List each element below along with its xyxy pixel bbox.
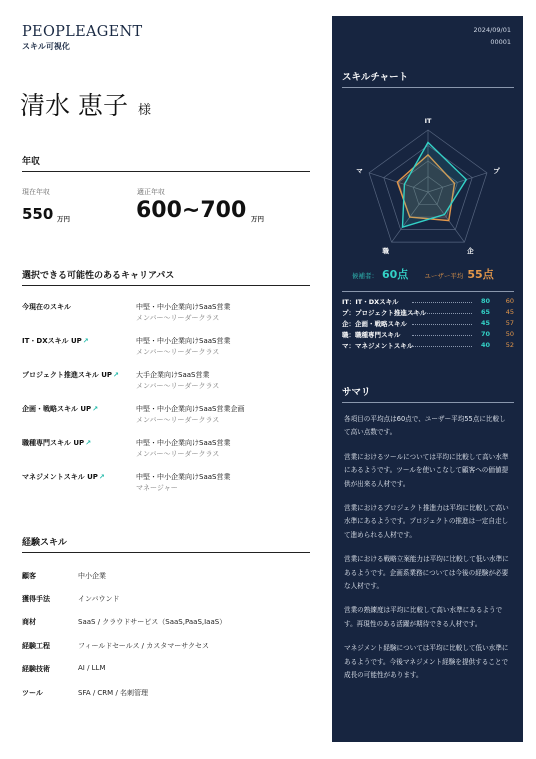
candidate-score-label: 候補者： xyxy=(352,272,378,280)
divider xyxy=(22,285,310,286)
current-salary-unit: 万円 xyxy=(57,215,70,223)
career-label: 企画・戦略スキル UP↗ xyxy=(22,405,99,413)
career-label: プロジェクト推進スキル UP↗ xyxy=(22,371,119,379)
brand-logo: PEOPLEAGENT xyxy=(22,24,143,40)
experience-title: 経験スキル xyxy=(22,538,67,548)
brand-subtitle: スキル可視化 xyxy=(22,42,70,51)
experience-row xyxy=(22,617,312,631)
experience-row xyxy=(22,688,312,702)
skill-average: 52 xyxy=(505,341,514,349)
skill-score-row xyxy=(342,330,514,340)
experience-label: 経験工程 xyxy=(22,642,50,650)
radar-axis-label: 企 xyxy=(467,247,474,256)
skill-name: IT：IT・DXスキル xyxy=(342,298,399,306)
career-row xyxy=(22,404,312,434)
skill-value: 40 xyxy=(480,341,490,349)
experience-value: SaaS / クラウドサービス（SaaS,PaaS,IaaS） xyxy=(78,618,227,626)
summary-paragraph: 営業における戦略立案能力は平均に比較して低い水準にあるようです。企画系業務については今後の経験が必要な人材です。 xyxy=(344,555,509,591)
candidate-score-value: 60点 xyxy=(382,268,409,281)
experience-label: 顧客 xyxy=(22,572,36,580)
score-summary xyxy=(352,266,512,282)
candidate-name: 清水 恵子 xyxy=(20,91,128,120)
divider xyxy=(22,552,310,553)
career-row xyxy=(22,302,312,332)
radar-series-candidate xyxy=(402,142,466,227)
current-salary-value: 550 xyxy=(22,205,54,223)
career-label: IT・DXスキル UP↗ xyxy=(22,337,89,345)
experience-value: インバウンド xyxy=(78,595,120,603)
radar-axis-label: プ xyxy=(493,166,500,175)
skill-name: プ：プロジェクト推進スキル xyxy=(342,309,427,317)
experience-label: 商材 xyxy=(22,618,36,626)
arrow-up-right-icon: ↗ xyxy=(92,405,99,413)
report-date: 2024/09/01 xyxy=(473,26,511,34)
experience-row xyxy=(22,664,312,678)
skill-average: 45 xyxy=(505,308,514,316)
average-score-label: ユーザー平均 xyxy=(424,272,464,280)
skill-name: 職：職種専門スキル xyxy=(342,331,401,339)
career-row xyxy=(22,336,312,366)
career-level: メンバー〜リーダークラス xyxy=(136,450,220,458)
experience-row xyxy=(22,641,312,655)
salary-title: 年収 xyxy=(22,157,41,167)
skill-radar-chart xyxy=(342,108,514,262)
average-score-value: 55点 xyxy=(467,268,494,281)
divider xyxy=(342,87,514,88)
summary-title: サマリ xyxy=(342,387,371,398)
summary-paragraph: 営業におけるプロジェクト推進力は平均に比較して高い水準にあるようです。プロジェクトの推進は一定自走して進められる人材です。 xyxy=(344,504,509,539)
divider xyxy=(342,402,514,403)
radar-axis-label: 職 xyxy=(382,247,389,256)
skill-panel xyxy=(332,16,523,742)
career-level: メンバー〜リーダークラス xyxy=(136,416,220,424)
experience-label: ツール xyxy=(22,689,43,697)
career-level: マネージャー xyxy=(136,484,178,492)
skill-average: 60 xyxy=(505,297,514,305)
skill-value: 65 xyxy=(480,308,490,316)
experience-row xyxy=(22,571,312,585)
dotted-leader xyxy=(412,313,472,314)
skill-average: 57 xyxy=(505,319,514,327)
skill-value: 70 xyxy=(480,330,490,338)
radar-axis-label: マ xyxy=(356,166,363,175)
skill-average: 50 xyxy=(505,330,514,338)
career-role: 大手企業向けSaaS営業 xyxy=(136,371,210,379)
dotted-leader xyxy=(412,302,472,303)
skill-score-row xyxy=(342,319,514,329)
skill-score-row xyxy=(342,308,514,318)
career-row xyxy=(22,370,312,400)
skill-name: マ：マネジメントスキル xyxy=(342,342,414,350)
skill-score-row xyxy=(342,297,514,307)
arrow-up-right-icon: ↗ xyxy=(113,371,119,379)
career-label: 職種専門スキル UP↗ xyxy=(22,439,92,447)
divider xyxy=(22,171,310,172)
experience-value: フィールドセールス / カスタマーサクセス xyxy=(78,642,209,650)
arrow-up-right-icon: ↗ xyxy=(98,473,105,481)
career-role: 中堅・中小企業向けSaaS営業 xyxy=(136,473,231,481)
experience-value: AI / LLM xyxy=(78,664,106,672)
divider xyxy=(342,291,514,292)
career-level: メンバー〜リーダークラス xyxy=(136,348,220,356)
skill-value: 45 xyxy=(480,319,490,327)
career-row xyxy=(22,438,312,468)
appropriate-salary-label: 適正年収 xyxy=(137,188,165,196)
summary-paragraph: マネジメント経験については平均に比較して低い水準にあるようです。今後マネジメント経験を提供することで成長の可能性があります。 xyxy=(344,644,509,680)
summary-paragraph: 各項目の平均点は60点で、ユーザー平均55点に比較して高い点数です。 xyxy=(344,415,506,437)
dotted-leader xyxy=(412,346,472,347)
career-level: メンバー〜リーダークラス xyxy=(136,382,220,390)
skill-value: 80 xyxy=(480,297,490,305)
candidate-name-row xyxy=(20,86,151,122)
current-salary-label: 現在年収 xyxy=(22,188,50,196)
summary-paragraph: 営業におけるツールについては平均に比較して高い水準にあるようです。ツールを使いこなして顧客への価値提供が出来る人材です。 xyxy=(344,452,509,488)
career-label: マネジメントスキル UP↗ xyxy=(22,473,105,481)
experience-value: SFA / CRM / 名刺管理 xyxy=(78,689,149,697)
career-role: 中堅・中小企業向けSaaS営業企画 xyxy=(136,405,245,413)
career-role: 中堅・中小企業向けSaaS営業 xyxy=(136,303,231,311)
experience-label: 経験技術 xyxy=(22,665,50,673)
report-number: 00001 xyxy=(490,38,511,46)
career-title: 選択できる可能性のあるキャリアパス xyxy=(22,271,175,281)
radar-axis-label: IT xyxy=(424,117,432,125)
appropriate-salary-unit: 万円 xyxy=(251,215,264,223)
career-role: 中堅・中小企業向けSaaS営業 xyxy=(136,337,231,345)
skill-chart-title: スキルチャート xyxy=(342,72,409,83)
experience-row xyxy=(22,594,312,608)
arrow-up-right-icon: ↗ xyxy=(82,337,89,345)
dotted-leader xyxy=(412,335,472,336)
skill-score-row xyxy=(342,341,514,351)
honorific: 様 xyxy=(137,103,151,118)
arrow-up-right-icon: ↗ xyxy=(85,439,92,447)
dotted-leader xyxy=(412,324,472,325)
summary-paragraph: 営業の熟練度は平均に比較して高い水準にあるようです。再現性のある活躍が期待できる人材です。 xyxy=(344,606,503,628)
experience-value: 中小企業 xyxy=(78,572,106,580)
career-row xyxy=(22,472,312,502)
experience-label: 獲得手法 xyxy=(22,595,50,603)
summary-text xyxy=(344,413,512,694)
career-level: メンバー〜リーダークラス xyxy=(136,314,220,322)
career-role: 中堅・中小企業向けSaaS営業 xyxy=(136,439,231,447)
skill-name: 企：企画・戦略スキル xyxy=(342,320,407,328)
appropriate-salary-value: 600~700 xyxy=(136,198,247,223)
career-label: 今現在のスキル xyxy=(22,303,71,311)
